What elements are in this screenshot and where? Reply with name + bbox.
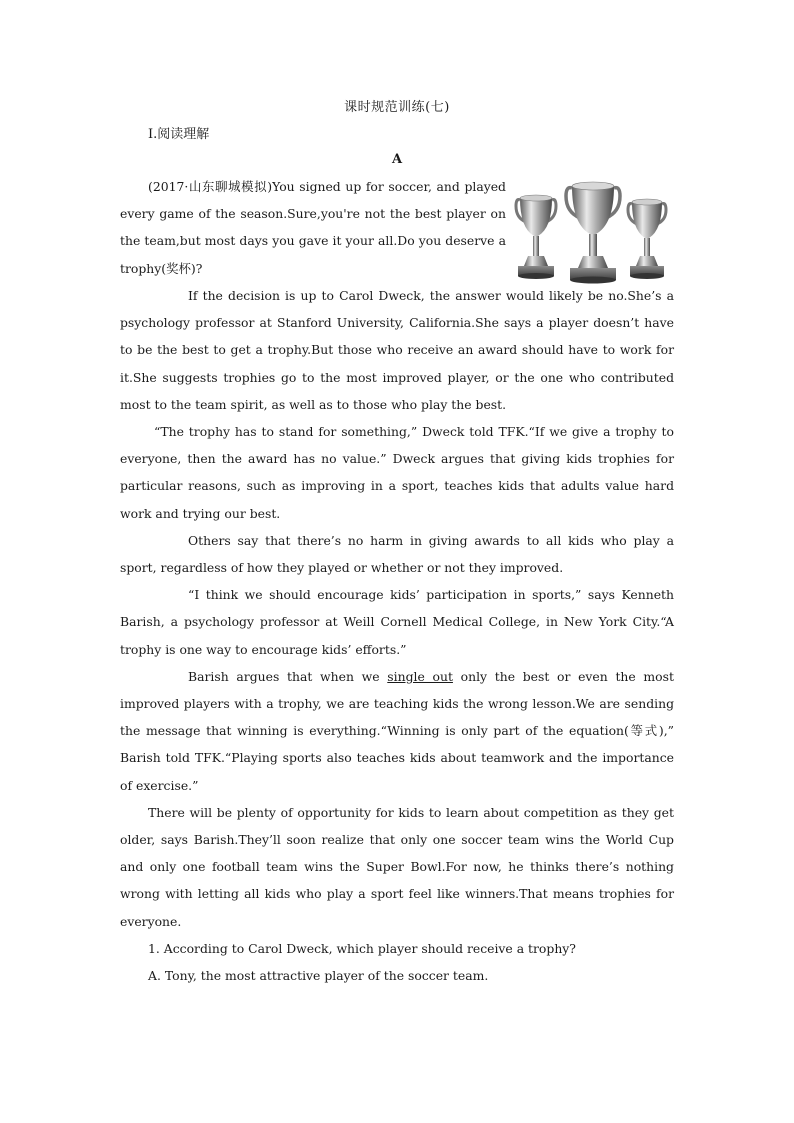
page-title: 课时规范训练(七) (344, 100, 450, 115)
underlined-phrase: single out (387, 668, 453, 684)
question-1: 1. According to Carol Dweck, which player should receive a trophy? (148, 940, 576, 956)
paragraph-6: There will be plenty of opportunity for kids to learn about competition as they get older, says Barish.They’ll soon realize that only one soccer team wins the World Cup and only one football team wins the Super Bowl.For now, he thinks there’s nothing wrong with letting all kids who play a sport feel like winners.That means trophies for everyone. (120, 804, 674, 929)
paragraph-3: Others say that there’s no harm in giving awards to all kids who play a sport, regardless of how they played or whether or not they improved. (120, 532, 674, 576)
trophy-right-icon (628, 199, 666, 279)
paragraph-5-start: Barish argues that when we (188, 668, 388, 684)
passage-body (120, 282, 674, 989)
intro-paragraph: (2017·山东聊城模拟)You signed up for soccer, and played every game of the season.Sure,you're not the best player on the team,but most days you gave it your all.Do you deserve a trophy(奖杯)? (120, 179, 506, 276)
question-1-option-a: A. Tony, the most attractive player of the soccer team. (148, 968, 489, 984)
paragraph-5 (120, 663, 674, 799)
paragraph-5-end: only the best or even the most improved players with a trophy, we are teaching kids the wrong lesson.We are sending the message that winning is everything.“Winning is only part of the equation(等式),” Barish told TFK.“Playing sports also teaches kids about teamwork and the importance of exercise.” (120, 668, 674, 793)
passage-label: A (391, 152, 403, 167)
trophy-left-icon (516, 195, 556, 279)
paragraph-1: If the decision is up to Carol Dweck, the answer would likely be no.She’s a psychology professor at Stanford University, California.She says a player doesn’t have to be the best to get a trophy.But those who receive an award should have to work for it.She suggests trophies go to the most improved player, or the one who contributed most to the team spirit, as well as to those who play the best. (120, 288, 674, 412)
section-heading: Ⅰ.阅读理解 (148, 127, 210, 142)
trophy-center-icon (566, 182, 620, 284)
paragraph-4: “I think we should encourage kids’ participation in sports,” says Kenneth Barish, a psychology professor at Weill Cornell Medical College, in New York City.“A trophy is one way to encourage kids’ efforts.” (120, 587, 674, 657)
paragraph-2: “The trophy has to stand for something,” Dweck told TFK.“If we give a trophy to everyone, then the award has no value.” Dweck argues that giving kids trophies for particular reasons, such as improving in a sport, teaches kids that adults value hard work and trying our best. (120, 424, 674, 521)
three-trophies-icon (512, 178, 674, 290)
